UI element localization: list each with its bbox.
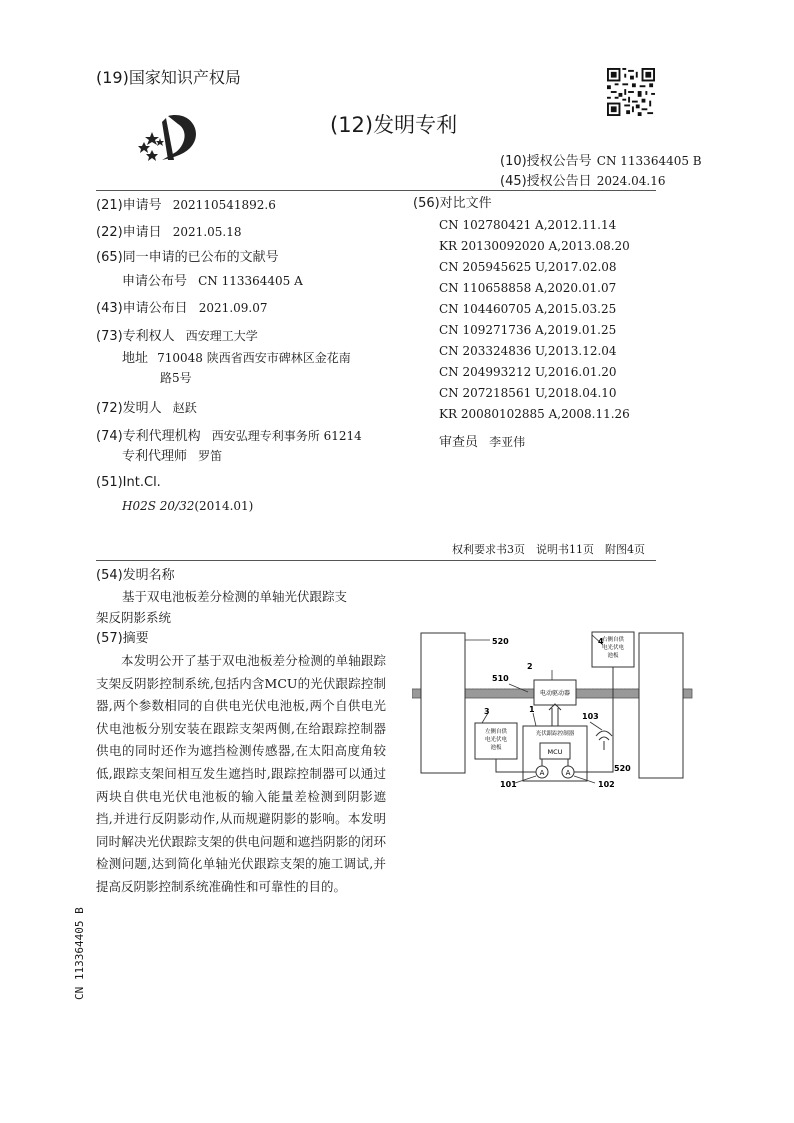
- app-no-value: 202110541892.6: [172, 198, 276, 212]
- citation-item: CN 104460705 A,2015.03.25: [439, 302, 617, 316]
- grant-date-label: (45)授权公告日: [500, 174, 592, 189]
- examiner-label: 审查员: [439, 435, 479, 450]
- patentee: [96, 326, 258, 346]
- citation-item: CN 205945625 U,2017.02.08: [439, 260, 617, 274]
- pv-panel-left: [421, 633, 465, 773]
- address-line1: 710048 陕西省西安市碑林区金花南: [157, 351, 351, 365]
- ipc-code: H02S 20/32: [122, 499, 195, 513]
- left-panel-text-3: 池板: [490, 745, 502, 751]
- side-document-number: CN 113364405 B: [73, 907, 86, 1000]
- pv-panel-right: [639, 633, 683, 778]
- document-type: (12)发明专利: [330, 113, 458, 137]
- ipc-version: (2014.01): [194, 499, 254, 513]
- ref-510: 510: [492, 674, 509, 683]
- ref-103: 103: [582, 712, 599, 721]
- qr-code: [607, 68, 655, 116]
- ammeter-left-label: A: [539, 769, 545, 777]
- pub-date-value: 2021.09.07: [198, 301, 268, 315]
- citation-item: CN 204993212 U,2016.01.20: [439, 365, 617, 379]
- grant-pub-no-value: CN 113364405 B: [596, 154, 702, 168]
- application-number: [96, 195, 276, 215]
- cnipa-logo: [130, 108, 210, 168]
- ref-1: 1: [529, 705, 535, 714]
- ipc-label: (51)Int.Cl.: [96, 475, 161, 490]
- agent: [122, 446, 222, 466]
- ref-102: 102: [598, 780, 615, 789]
- abstract-text: 本发明公开了基于双电池板差分检测的单轴跟踪支架反阴影控制系统,包括内含MCU的光伏跟踪控制器,两个参数相同的自供电光伏电池板,两个自供电光伏电池板分别安装在跟踪支架两侧,在给跟踪控制器供电的同时还作为遮挡检测传感器,在太阳高度角较低,跟踪支架间相互发生遮挡时,跟踪控制器可以通过两块自供电光伏电池板的输入能量差检测到阴影遮挡,并进行反阴影动作,从而规避阴影的影响。本发明同时解决光伏跟踪支架的供电问题和遮挡阴影的闭环检测问题,达到简化单轴光伏跟踪支架的施工调试,并提高反阴影控制系统准确性和可靠性的目的。: [96, 653, 386, 894]
- abstract-label: (57)摘要: [96, 631, 149, 646]
- grant-date-value: 2024.04.16: [596, 174, 666, 188]
- grant-date: [500, 171, 666, 191]
- office-name: (19)国家知识产权局: [96, 68, 241, 87]
- system-diagram: [412, 620, 712, 800]
- agent-label: 专利代理师: [122, 449, 188, 464]
- citation-item: CN 207218561 U,2018.04.10: [439, 386, 617, 400]
- patentee-label: (73)专利权人: [96, 329, 175, 344]
- ref-4: 4: [598, 637, 604, 646]
- agency-value: 西安弘理专利事务所 61214: [211, 429, 362, 443]
- page-counts: 权利要求书3页 说明书11页 附图4页: [452, 543, 645, 556]
- app-date-label: (22)申请日: [96, 225, 162, 240]
- citations-label: (56)对比文件: [413, 196, 492, 211]
- examiner: [439, 432, 525, 452]
- controller-label: 光伏跟踪控制器: [535, 731, 575, 737]
- examiner-value: 李亚伟: [489, 435, 526, 449]
- ref-520-top: 520: [492, 637, 509, 646]
- pub-no-label: 申请公布号: [122, 274, 188, 289]
- header-divider: [96, 190, 656, 191]
- invention-title-line1: 基于双电池板差分检测的单轴光伏跟踪支: [122, 589, 348, 604]
- address-label: 地址: [122, 351, 149, 366]
- mcu-label: MCU: [547, 748, 563, 756]
- citation-item: CN 110658858 A,2020.01.07: [439, 281, 617, 295]
- address: [122, 348, 351, 368]
- citation-item: CN 203324836 U,2013.12.04: [439, 344, 617, 358]
- agent-value: 罗笛: [198, 449, 223, 463]
- citation-item: CN 102780421 A,2012.11.14: [439, 218, 617, 232]
- publication-number: [122, 271, 303, 291]
- app-no-label: (21)申请号: [96, 198, 162, 213]
- grant-pub-no-label: (10)授权公告号: [500, 154, 592, 169]
- left-panel-text-1: 左侧自供: [484, 729, 508, 735]
- ref-3: 3: [484, 707, 490, 716]
- pub-no-value: CN 113364405 A: [198, 274, 303, 288]
- ref-520-bottom: 520: [614, 764, 631, 773]
- left-panel-text-2: 电光伏电: [484, 737, 508, 743]
- same-application-label: (65)同一申请的已公布的文献号: [96, 250, 279, 265]
- right-panel-text-3: 池板: [607, 653, 619, 659]
- invention-title-line2: 架反阴影系统: [96, 610, 172, 625]
- wireless-icon: [596, 731, 612, 740]
- citation-item: CN 109271736 A,2019.01.25: [439, 323, 617, 337]
- ipc-classification: [122, 496, 253, 515]
- citation-item: KR 20130092020 A,2013.08.20: [439, 239, 630, 253]
- ref-101: 101: [500, 780, 517, 789]
- address-line2: 路5号: [160, 371, 192, 385]
- ref-2: 2: [527, 662, 533, 671]
- right-panel-text-2: 电光伏电: [601, 645, 625, 651]
- motor-driver-label: 电动驱动器: [539, 690, 571, 697]
- title-label: (54)发明名称: [96, 568, 175, 583]
- pub-date-label: (43)申请公布日: [96, 301, 188, 316]
- inventor-label: (72)发明人: [96, 401, 162, 416]
- patentee-value: 西安理工大学: [185, 329, 258, 343]
- inventor-value: 赵跃: [172, 401, 197, 415]
- citation-item: KR 20080102885 A,2008.11.26: [439, 407, 630, 421]
- agency-label: (74)专利代理机构: [96, 429, 201, 444]
- ammeter-right-label: A: [565, 769, 571, 777]
- body-divider: [96, 560, 656, 561]
- grant-publication-number: [500, 151, 702, 171]
- agency: [96, 426, 362, 446]
- publication-date: [96, 298, 268, 318]
- inventor: [96, 398, 197, 418]
- application-date: [96, 222, 242, 242]
- app-date-value: 2021.05.18: [172, 225, 242, 239]
- right-panel-text-1: 右侧自供: [601, 637, 625, 643]
